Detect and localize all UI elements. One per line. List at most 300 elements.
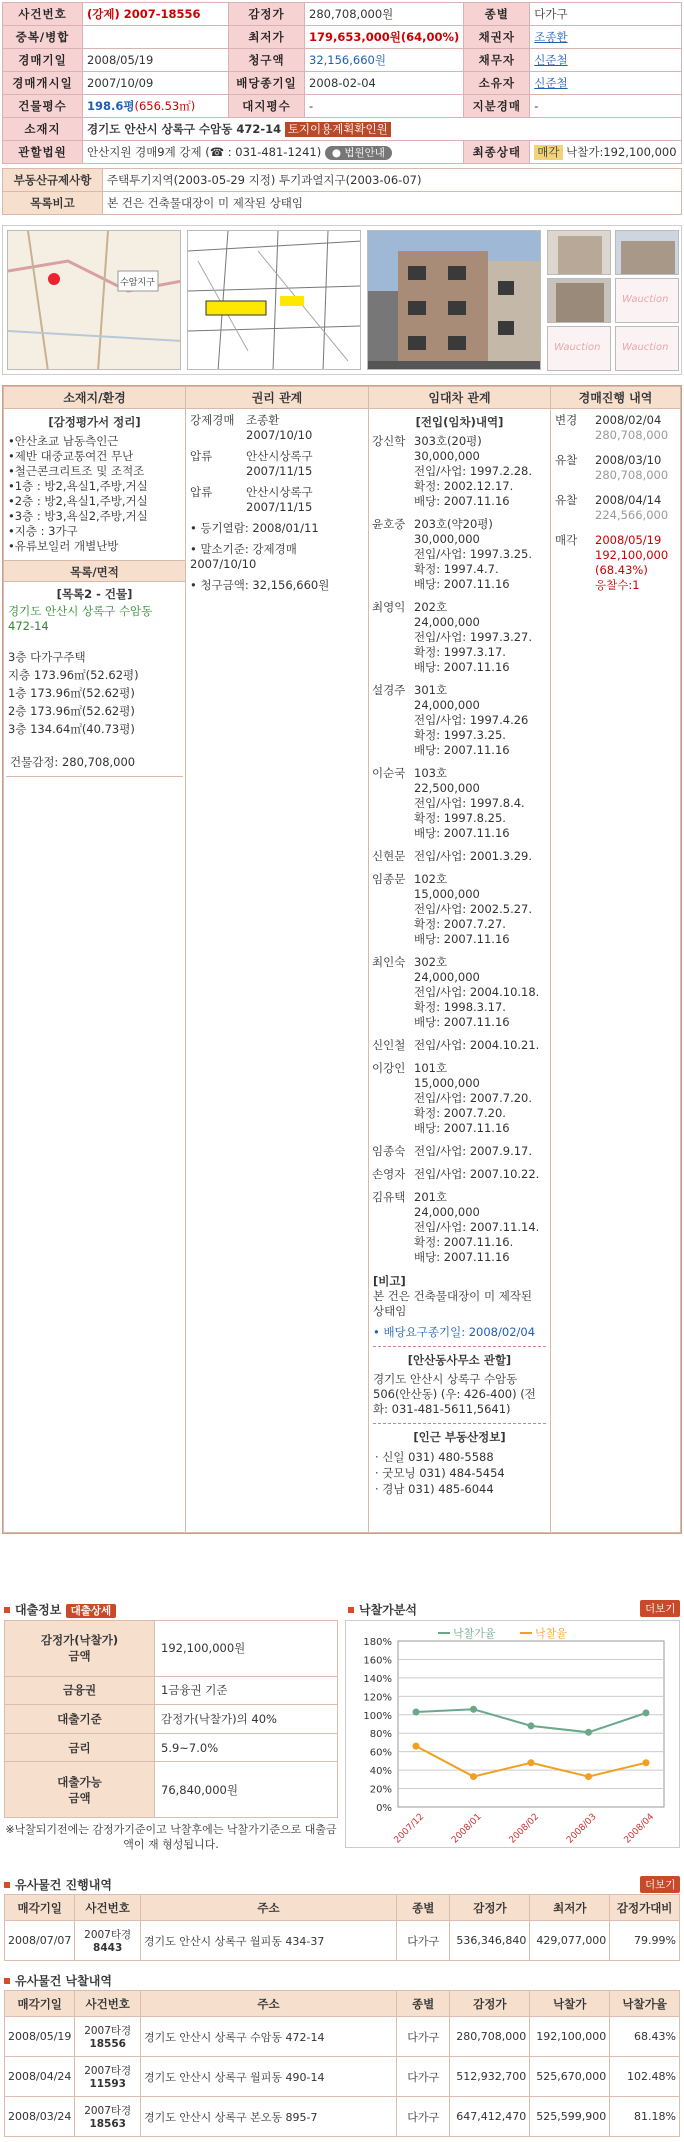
debtor-link[interactable]: 신준철 [530, 49, 682, 72]
agency-item: · 굿모닝 031) 484-5454 [375, 1466, 505, 1480]
tenant-name: 임종문 [372, 872, 406, 886]
table-header-row [5, 1895, 680, 1921]
address-cell [83, 118, 682, 141]
tenant-line: 배당: 2007.11.16 [414, 660, 510, 674]
tenant-line: 확정: 1998.3.17. [414, 1000, 506, 1014]
dup-label: 중복/병합 [3, 26, 83, 49]
lease-entry [372, 849, 547, 864]
court-cell [83, 141, 464, 164]
tenant-line: 24,000,000 [414, 698, 480, 712]
thumb-photo-1[interactable] [547, 230, 611, 275]
bid-analysis-more-button[interactable]: 더보기 [640, 1600, 680, 1617]
legend-label: 낙찰가율 [453, 1627, 496, 1640]
rights-column [186, 409, 369, 1533]
case-number-cell [75, 2057, 141, 2097]
tenant-details [414, 600, 547, 675]
loan-value: 1금융권 기준 [155, 1676, 338, 1705]
case-number-cell [75, 1921, 140, 1961]
case-prefix: 2007타경 [84, 2065, 132, 2077]
y-tick-label: 160% [363, 1655, 392, 1667]
type-cell: 다가구 [396, 2017, 449, 2057]
column-header: 종별 [397, 1895, 450, 1921]
sale-date: 2008/07/07 [5, 1921, 75, 1961]
tenant-line: 전입/사업: 1997.8.4. [414, 796, 525, 810]
lease-entry [372, 1167, 547, 1182]
data-point [585, 1773, 592, 1780]
data-point [643, 1709, 650, 1716]
cadastral-map-graphic [188, 231, 361, 370]
cadastral-map-photo[interactable] [187, 230, 361, 370]
progress-rate: (68.43%) [595, 563, 648, 577]
final-status-tag: 매각 [534, 145, 562, 160]
appraisal-cell: 536,346,840 [450, 1921, 530, 1961]
tenant-line: 303호(20평) [414, 434, 482, 448]
tenant-line: 배당: 2007.11.16 [414, 743, 510, 757]
env-item: •3층 : 방3,욕실2,주방,거실 [8, 509, 148, 523]
similar-more-button[interactable]: 더보기 [640, 1876, 680, 1893]
tenant-line: 201호 [414, 1190, 448, 1204]
loan-note: ※낙찰되기전에는 감정가기준이고 낙찰후에는 낙찰가기준으로 대출금액이 재 형성됩니다. [5, 1823, 337, 1851]
type-cell: 다가구 [396, 2057, 449, 2097]
column-header: 감정가 [450, 1991, 530, 2017]
y-tick-label: 0% [376, 1803, 392, 1814]
y-tick-label: 80% [369, 1729, 392, 1741]
share-value: - [530, 95, 682, 118]
tenant-name: 김유택 [372, 1190, 406, 1204]
header-rights: 권리 관계 [186, 387, 369, 409]
loan-key-line: 금액 [68, 1649, 91, 1664]
column-header: 감정가 [450, 1895, 530, 1921]
progress-kind: 변경 [555, 413, 578, 427]
lease-title: [전입(임차)내역] [415, 415, 504, 429]
similar-title: 유사물건 진행내역 [15, 1878, 112, 1892]
rate-cell: 81.18% [610, 2097, 680, 2137]
header-lease: 임대차 관계 [369, 387, 551, 409]
rights-holder [246, 449, 364, 479]
watermark: Wauction [622, 294, 669, 305]
loan-key [5, 1621, 155, 1677]
dup-value [83, 26, 229, 49]
tenant-line: 확정: 2007.11.16. [414, 1235, 514, 1249]
dividend-date: 2008-02-04 [305, 72, 464, 95]
data-point [470, 1773, 477, 1780]
thumb-photo-3[interactable] [547, 278, 611, 323]
x-tick-label: 2007/12 [392, 1812, 427, 1846]
list-note-value: 본 건은 건축물대장이 미 제작된 상태임 [103, 192, 682, 215]
table-row[interactable] [5, 2097, 680, 2137]
tenant-name: 윤호중 [372, 517, 406, 531]
progress-price: 280,708,000 [595, 468, 669, 482]
watermark: Wauction [554, 342, 601, 353]
loan-key-line: 대출가능 [57, 1774, 102, 1789]
column-header: 사건번호 [75, 1991, 141, 2017]
price-cell: 525,670,000 [530, 2057, 610, 2097]
bld-area-pyeong: 198.6평 [87, 99, 135, 113]
tenant-line: 24,000,000 [414, 615, 480, 629]
tenant-line: 배당: 2007.11.16 [414, 826, 510, 840]
agency-list [369, 1449, 550, 1497]
address-cell: 경기도 안산시 상록구 수암동 472-14 [141, 2017, 397, 2057]
tenant-name: 손영자 [372, 1167, 406, 1181]
table-row[interactable] [5, 1921, 680, 1961]
sold-table [4, 1990, 680, 2137]
x-tick-label: 2008/03 [565, 1812, 599, 1846]
rights-entry [190, 485, 364, 515]
sale-date: 2008/05/19 [5, 2017, 75, 2057]
lease-entry [372, 955, 547, 1030]
agency-item: · 경남 031) 485-6044 [375, 1482, 494, 1496]
env-title: [감정평가서 정리] [48, 415, 141, 429]
rights-kind: 압류 [190, 449, 213, 463]
rights-kind: 강제경매 [190, 413, 235, 427]
env-item: •철근콘크리트조 및 조적조 [8, 464, 145, 478]
tenant-line: 배당: 2007.11.16 [414, 577, 510, 591]
building-graphic [368, 231, 541, 370]
rights-holder [246, 413, 364, 443]
note-text: 본 건은 건축물대장이 미 제작된 상태임 [373, 1289, 533, 1318]
loan-table [4, 1620, 338, 1818]
regulation-table [2, 168, 682, 215]
claim-label: 청구액 [229, 49, 305, 72]
tenant-line: 30,000,000 [414, 449, 480, 463]
loan-value: 감정가(낙찰가)의 40% [155, 1705, 338, 1734]
tenant-line: 배당: 2007.11.16 [414, 494, 510, 508]
sold-section-title [4, 1972, 112, 1989]
owner-link[interactable]: 신준철 [530, 72, 682, 95]
sale-date: 2008/04/24 [5, 2057, 75, 2097]
tenant-details [414, 766, 547, 841]
tenant-name: 최인숙 [372, 955, 406, 969]
open-label: 경매개시일 [3, 72, 83, 95]
regulation-label: 부동산규제사항 [3, 169, 103, 192]
loan-section-title [4, 1601, 116, 1618]
data-point [528, 1759, 535, 1766]
list-item: 3층 134.64㎡(40.73평) [8, 722, 135, 736]
tenant-line: 전입/사업: 1997.3.27. [414, 630, 533, 644]
case-prefix: 2007타경 [84, 1929, 132, 1941]
progress-entry [555, 453, 676, 483]
building-photo[interactable] [367, 230, 541, 370]
tenant-line: 202호 [414, 600, 448, 614]
tenant-name: 최영익 [372, 600, 406, 614]
tenant-line: 전입/사업: 2001.3.29. [414, 849, 533, 863]
tenant-details [414, 872, 547, 947]
bid-analysis-label: 낙찰가분석 [359, 1603, 417, 1617]
env-item: •안산초교 남동측인근 [8, 434, 119, 448]
tenant-line: 확정: 2007.7.20. [414, 1106, 506, 1120]
tenant-line: 15,000,000 [414, 887, 480, 901]
list-item: 1층 173.96㎡(52.62평) [8, 686, 135, 700]
sold-title: 유사물건 낙찰내역 [15, 1974, 112, 1988]
progress-kind: 매각 [555, 533, 578, 547]
loan-value: 5.9~7.0% [155, 1733, 338, 1762]
start-date: 2008/05/19 [83, 49, 229, 72]
loan-value: 192,100,000원 [155, 1621, 338, 1677]
env-item: •유류보일러 개별난방 [8, 539, 119, 553]
lease-entry [372, 1061, 547, 1136]
tenant-details [414, 683, 547, 758]
thumb-photo-5[interactable] [547, 326, 611, 371]
court-label: 관할법원 [3, 141, 83, 164]
env-list [4, 434, 185, 554]
address-cell: 경기도 안산시 상록구 월피동 490-14 [141, 2057, 397, 2097]
lease-entry [372, 683, 547, 758]
lease-entry [372, 600, 547, 675]
address-cell: 경기도 안산시 상록구 월피동 434-37 [140, 1921, 396, 1961]
agency-title: [인근 부동산정보] [413, 1430, 506, 1444]
tenant-line: 102호 [414, 872, 448, 886]
min-price-value: 179,653,000원(64,00%) [305, 26, 464, 49]
y-tick-label: 60% [369, 1747, 392, 1759]
tenant-name: 신인철 [372, 1038, 406, 1052]
court-info-button[interactable]: ● 법원안내 [325, 146, 392, 160]
start-label: 경매기일 [3, 49, 83, 72]
data-point [585, 1729, 592, 1736]
tenant-line: 30,000,000 [414, 532, 480, 546]
rights-entry-table [190, 413, 364, 443]
list-item: 지층 173.96㎡(52.62평) [8, 668, 139, 682]
claim-value: 32,156,660원 [305, 49, 464, 72]
loan-row [5, 1705, 338, 1734]
thumb-photo-6[interactable] [615, 326, 679, 371]
appraisal-label: 감정가 [229, 3, 305, 26]
tenant-line: 전입/사업: 2002.5.27. [414, 902, 533, 916]
list-item: 2층 173.96㎡(52.62평) [8, 704, 135, 718]
court-value: 안산지원 경매9계 강제 (☎ : 031-481-1241) [87, 145, 322, 159]
progress-date: 2008/04/14 [595, 493, 662, 507]
final-price: 낙찰가:192,100,000 [566, 145, 677, 159]
progress-column [551, 409, 681, 1533]
case-number: 18563 [89, 2118, 126, 2130]
tenant-line: 확정: 2007.7.27. [414, 917, 506, 931]
case-prefix: 2007타경 [84, 2025, 132, 2037]
office-title: [안산동사무소 관할] [407, 1353, 512, 1367]
progress-detail [595, 413, 676, 443]
env-item: •2층 : 방2,욕실1,주방,거실 [8, 494, 148, 508]
loan-value: 76,840,000원 [155, 1762, 338, 1818]
land-area-label: 대지평수 [229, 95, 305, 118]
loan-key [5, 1733, 155, 1762]
lease-entry [372, 872, 547, 947]
tenant-line: 배당: 2007.11.16 [414, 1015, 510, 1029]
y-tick-label: 180% [363, 1637, 392, 1648]
tenant-line: 301호 [414, 683, 448, 697]
similar-table [4, 1894, 680, 1961]
case-summary-table [2, 2, 682, 164]
tenant-name: 설경주 [372, 683, 406, 697]
lease-entry [372, 434, 547, 509]
thumb-3-graphic [548, 279, 611, 323]
y-tick-label: 140% [363, 1673, 392, 1685]
rights-holder-name: 안산시상록구 [246, 485, 313, 499]
appraisal-value: 280,708,000원 [305, 3, 464, 26]
tenant-line: 전입/사업: 2004.10.18. [414, 985, 540, 999]
lease-list [369, 434, 550, 1265]
case-number: 8443 [93, 1942, 123, 1954]
progress-entry [555, 413, 676, 443]
tenant-details [414, 1190, 547, 1265]
owner-label: 소유자 [464, 72, 530, 95]
x-tick-label: 2008/01 [450, 1812, 484, 1846]
tenant-line: 배당: 2007.11.16 [414, 1121, 510, 1135]
location-map-graphic [8, 231, 181, 370]
progress-list [555, 413, 676, 593]
data-point [528, 1722, 535, 1729]
tenant-details [414, 1144, 547, 1159]
column-header: 낙찰가율 [610, 1991, 680, 2017]
lease-entry [372, 766, 547, 841]
tenant-line: 전입/사업: 2007.10.22. [414, 1167, 540, 1181]
env-item: •지층 : 3가구 [8, 524, 78, 538]
progress-entry [555, 533, 676, 593]
progress-date: 2008/05/19 [595, 533, 662, 547]
thumb-2-graphic [616, 231, 679, 275]
column-header: 주소 [141, 1991, 397, 2017]
type-value: 다가구 [530, 3, 682, 26]
progress-kind: 유찰 [555, 493, 578, 507]
loan-row [5, 1621, 338, 1677]
table-row[interactable] [5, 2057, 680, 2097]
tenant-line: 확정: 2002.12.17. [414, 479, 514, 493]
tenant-line: 전입/사업: 2007.9.17. [414, 1144, 533, 1158]
column-header: 매각기일 [5, 1991, 75, 2017]
tenant-line: 확정: 1997.8.25. [414, 811, 506, 825]
rights-holder [246, 485, 364, 515]
thumb-photo-4[interactable] [615, 278, 679, 323]
table-row[interactable] [5, 2017, 680, 2057]
list-item: 3층 다가구주택 [8, 650, 86, 664]
legend-label: 낙찰율 [535, 1627, 567, 1640]
bld-area-label: 건물평수 [3, 95, 83, 118]
rights-entry [190, 413, 364, 443]
photo-strip [2, 225, 682, 375]
case-number-cell [75, 2097, 141, 2137]
loan-row [5, 1676, 338, 1705]
regulation-value: 주택투기지역(2003-05-29 지정) 투기과열지구(2003-06-07) [103, 169, 682, 192]
case-no: (강제) 2007-18556 [83, 3, 229, 26]
tenant-details [414, 849, 547, 864]
progress-date: 2008/02/04 [595, 413, 662, 427]
bld-area-value [83, 95, 229, 118]
location-map-photo[interactable] [7, 230, 181, 370]
list-note-label: 목록비고 [3, 192, 103, 215]
x-tick-label: 2008/02 [507, 1812, 542, 1846]
land-plan-button[interactable]: 토지이용계획확인원 [285, 122, 391, 137]
rate-cell: 102.48% [610, 2057, 680, 2097]
x-tick-label: 2008/04 [622, 1812, 657, 1846]
rights-entry-table [190, 485, 364, 515]
location-column [4, 409, 186, 1533]
loan-key-line: 감정가(낙찰가) [40, 1633, 119, 1648]
column-header: 종별 [396, 1991, 449, 2017]
progress-bidders: 응찰수:1 [595, 578, 640, 592]
rights-list [190, 413, 364, 515]
progress-detail [595, 453, 676, 483]
debtor-label: 채무자 [464, 49, 530, 72]
loan-key [5, 1762, 155, 1818]
loan-key-line: 금융권 [62, 1683, 97, 1698]
tenant-line: 103호 [414, 766, 448, 780]
y-tick-label: 40% [369, 1766, 392, 1778]
agency-item: · 신일 031) 480-5588 [375, 1450, 494, 1464]
progress-kind: 유찰 [555, 453, 578, 467]
list-area-header: 목록/면적 [4, 560, 185, 582]
detail-section [2, 385, 682, 1534]
lease-entry [372, 1038, 547, 1053]
appraisal-cell: 647,412,470 [450, 2097, 530, 2137]
tenant-line: 확정: 1997.3.25. [414, 728, 506, 742]
lease-entry [372, 1144, 547, 1159]
rights-date: 2007/10/10 [246, 428, 313, 442]
progress-price: 280,708,000 [595, 428, 669, 442]
appraisal-cell: 512,932,700 [450, 2057, 530, 2097]
rights-kind: 압류 [190, 485, 213, 499]
address-value: 경기도 안산시 상록구 수암동 472-14 [87, 122, 282, 136]
map-district-label: 수암지구 [120, 278, 155, 288]
column-header: 사건번호 [75, 1895, 140, 1921]
tenant-name: 임종숙 [372, 1144, 406, 1158]
rights-date: 2007/11/15 [246, 500, 313, 514]
rights-holder-name: 안산시상록구 [246, 449, 313, 463]
rights-holder-name: 조종환 [246, 413, 280, 427]
similar-section-title [4, 1876, 112, 1893]
address-cell: 경기도 안산시 상록구 본오동 895-7 [141, 2097, 397, 2137]
thumb-photo-2[interactable] [615, 230, 679, 275]
court-info-label: 법원안내 [344, 147, 385, 159]
type-cell: 다가구 [397, 1921, 450, 1961]
progress-detail [595, 533, 676, 593]
tenant-line: 전입/사업: 2004.10.21. [414, 1038, 540, 1052]
env-item: •1층 : 방2,욕실1,주방,거실 [8, 479, 148, 493]
tenant-line: 302호 [414, 955, 448, 969]
building-appraisal: 건물감정: 280,708,000 [6, 738, 183, 777]
column-header: 최저가 [530, 1895, 610, 1921]
creditor-label: 채권자 [464, 26, 530, 49]
progress-date: 2008/03/10 [595, 453, 662, 467]
price-cell: 429,077,000 [530, 1921, 610, 1961]
env-item: •제반 대중교통여건 무난 [8, 449, 134, 463]
tenant-line: 전입/사업: 1997.3.25. [414, 547, 533, 561]
case-no-label: 사건번호 [3, 3, 83, 26]
bld-area-sqm: (656.53㎡) [134, 99, 196, 113]
tenant-line: 전입/사업: 1997.2.28. [414, 464, 533, 478]
column-header: 감정가대비 [610, 1895, 680, 1921]
creditor-link[interactable]: 조종환 [530, 26, 682, 49]
loan-key-line: 대출기준 [57, 1711, 102, 1726]
loan-row [5, 1762, 338, 1818]
rights-entry-table [190, 449, 364, 479]
detail-table [3, 386, 681, 1533]
loan-detail-button[interactable]: 대출상세 [66, 1604, 117, 1618]
address-label: 소재지 [3, 118, 83, 141]
rights-note: • 등기열람: 2008/01/11 [190, 521, 319, 535]
header-location: 소재지/환경 [4, 387, 186, 409]
list-items [4, 634, 185, 738]
tenant-details [414, 955, 547, 1030]
lease-column [369, 409, 551, 1533]
share-label: 지분경매 [464, 95, 530, 118]
case-prefix: 2007타경 [84, 2105, 132, 2117]
final-cell [530, 141, 682, 164]
tenant-line: 확정: 1997.4.7. [414, 562, 499, 576]
office-text: 경기도 안산시 상록구 수암동 506(안산동) (우: 426-400) (전화: 031-481-5611,5641) [373, 1372, 536, 1416]
tenant-line: 22,500,000 [414, 781, 480, 795]
tenant-details [414, 1167, 547, 1182]
progress-entry [555, 493, 676, 523]
appraisal-cell: 280,708,000 [450, 2017, 530, 2057]
tenant-line: 101호 [414, 1061, 448, 1075]
y-tick-label: 120% [363, 1692, 392, 1704]
